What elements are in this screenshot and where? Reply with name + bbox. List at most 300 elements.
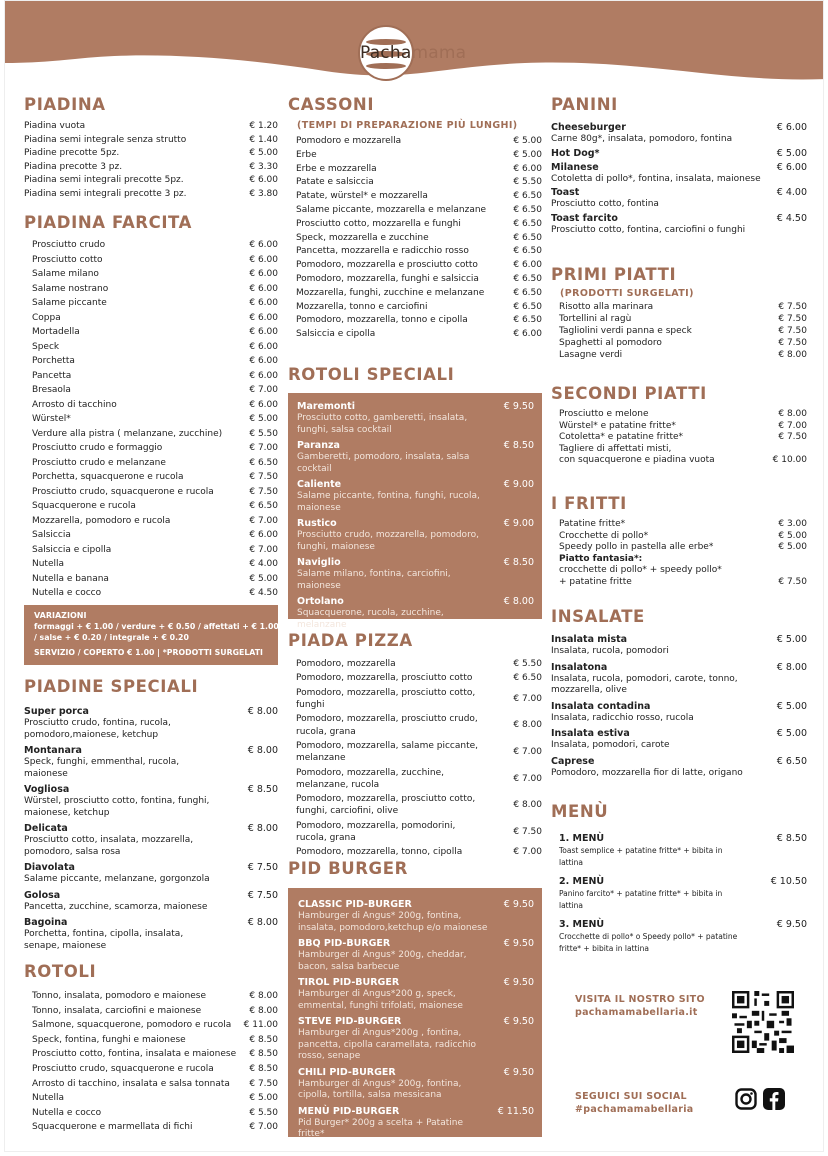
menu-item-row xyxy=(559,313,807,325)
menu-item xyxy=(24,823,278,858)
item-name: Salsiccia e cipolla xyxy=(32,544,112,555)
item-price: € 7.50 xyxy=(513,826,542,837)
item-price: € 6.00 xyxy=(249,341,278,352)
item-price: € 5.00 xyxy=(249,414,278,424)
item-price: € 9.50 xyxy=(503,977,534,988)
menu-item-row xyxy=(32,586,278,601)
pid-burger-box xyxy=(288,888,542,1137)
item-name: Caliente xyxy=(297,479,342,490)
item-name: Ortolano xyxy=(297,596,344,607)
box-item xyxy=(297,518,534,553)
item-header xyxy=(24,784,278,796)
item-header xyxy=(551,728,807,740)
menu-item-row xyxy=(559,542,807,554)
item-description: Carne 80g*, insalata, pomodoro, fontina xyxy=(551,134,733,144)
website-link[interactable]: pachamamabellaria.it xyxy=(575,1007,698,1018)
item-description: Toast semplice + patatine fritte* + bibita in lattina xyxy=(559,846,723,867)
item-name: 1. MENÙ xyxy=(559,833,605,844)
item-price: € 5.00 xyxy=(513,149,542,160)
item-price: € 1.40 xyxy=(249,134,278,145)
item-price: € 5.00 xyxy=(778,542,807,552)
item-name: Porchetta, squacquerone e rucola xyxy=(32,472,184,482)
item-price: € 9.50 xyxy=(503,401,534,412)
item-name: Prosciutto e melone xyxy=(559,409,649,419)
menu-item-row xyxy=(296,314,542,328)
item-price: € 7.00 xyxy=(513,693,542,704)
item-name: Insalata mista xyxy=(551,634,628,645)
item-name: Nutella xyxy=(32,1093,65,1104)
item-price: € 7.50 xyxy=(247,889,278,901)
item-price: € 9.50 xyxy=(503,1066,534,1078)
item-header xyxy=(297,440,534,452)
item-price: € 6.00 xyxy=(249,370,278,381)
item-name: Mozzarella, tonno e carciofini xyxy=(296,301,428,312)
section-title: CASSONI xyxy=(288,95,375,114)
menu-item-row xyxy=(296,713,542,737)
menu-item-row xyxy=(32,296,278,311)
social-hashtag: #pachamamabellaria xyxy=(575,1104,694,1115)
item-price: € 8.50 xyxy=(776,833,807,844)
item-name: Insalatona xyxy=(551,661,608,673)
item-description: Pancetta, zucchine, scamorza, maionese xyxy=(24,901,208,912)
item-price: € 5.00 xyxy=(776,728,807,739)
item-name: Würstel* xyxy=(32,414,71,424)
item-name: Patate e salsiccia xyxy=(296,177,374,188)
menu-item-row xyxy=(32,369,278,384)
item-name: con squacquerone e piadina vuota xyxy=(559,455,715,465)
menu-item-row xyxy=(32,282,278,297)
item-name: Risotto alla marinara xyxy=(559,302,654,312)
item-name: Pomodoro, mozzarella, funghi e salsiccia xyxy=(296,273,479,284)
menu-item-row xyxy=(296,287,542,301)
item-header xyxy=(559,876,807,888)
menu-item-row xyxy=(32,412,278,427)
section-title: PRIMI PIATTI xyxy=(551,265,677,284)
menu-item-row xyxy=(24,134,278,148)
item-name: Nutella xyxy=(32,559,65,569)
menu-item-row xyxy=(296,245,542,259)
section-insalate xyxy=(551,607,807,783)
menu-item-row xyxy=(32,572,278,587)
item-price: € 8.50 xyxy=(503,440,534,451)
box-item xyxy=(297,440,534,475)
item-price: € 8.00 xyxy=(249,1005,278,1016)
menu-item-row xyxy=(32,354,278,369)
box-item xyxy=(298,1106,534,1141)
item-price: € 6.00 xyxy=(513,329,542,340)
menu-item-row xyxy=(296,218,542,232)
item-header xyxy=(551,756,807,768)
item-name: Golosa xyxy=(24,889,61,901)
item-price: € 5.00 xyxy=(776,634,807,645)
item-price: € 8.00 xyxy=(247,745,278,756)
menu-item-row xyxy=(559,337,807,349)
menu-item xyxy=(24,745,278,780)
item-price: € 3.30 xyxy=(249,161,278,172)
item-description: Prosciutto cotto, fontina xyxy=(551,199,659,209)
item-name: Pomodoro, mozzarella xyxy=(296,659,396,669)
piada-pizza-list xyxy=(288,658,542,859)
item-name: Pomodoro e mozzarella xyxy=(296,136,402,146)
item-header xyxy=(298,1067,534,1079)
item-name: Porchetta xyxy=(32,356,75,366)
menu-item-row xyxy=(32,340,278,355)
menu-item-row xyxy=(559,432,807,444)
item-header xyxy=(298,1106,534,1118)
item-price: € 7.00 xyxy=(249,1122,278,1133)
item-name: Piadina semi integrali precotte 3 pz. xyxy=(24,188,187,199)
item-price: € 6.50 xyxy=(513,315,542,326)
item-name: Prosciutto crudo xyxy=(32,240,106,250)
rotoli-speciali-box xyxy=(288,393,542,630)
box-item xyxy=(297,479,534,514)
section-title: PID BURGER xyxy=(288,859,408,878)
item-header xyxy=(298,1016,534,1028)
item-name: Maremonti xyxy=(297,401,355,412)
cassoni-list xyxy=(288,135,542,342)
item-name: Prosciutto crudo e formaggio xyxy=(32,443,163,453)
menu-item-row xyxy=(296,259,542,273)
item-price: € 6.00 xyxy=(513,260,542,271)
social-label: SEGUICI SUI SOCIAL xyxy=(575,1091,687,1102)
item-price: € 11.00 xyxy=(243,1020,278,1031)
section-menu xyxy=(551,802,807,962)
website-block xyxy=(575,993,705,1019)
menu-item xyxy=(559,833,807,868)
item-name: + patatine fritte xyxy=(559,576,632,587)
item-header xyxy=(559,919,807,931)
item-name: Super porca xyxy=(24,706,89,717)
item-header xyxy=(559,833,807,845)
item-name: Pomodoro, mozzarella, salame piccante, melanzane xyxy=(296,740,478,764)
menu-item-row xyxy=(32,557,278,572)
variazioni-line1: formaggi + € 1.00 / verdure + € 0.50 / affettati + € 1.00 xyxy=(34,622,279,631)
menu-item-row xyxy=(296,273,542,287)
menu-item-row xyxy=(32,528,278,543)
item-name: Insalata contadina xyxy=(551,700,651,712)
menu-item xyxy=(24,784,278,819)
menu-item-row xyxy=(32,989,278,1004)
item-name: Rustico xyxy=(297,518,337,529)
item-description: Insalata, pomodori, carote xyxy=(551,740,670,750)
item-name: Prosciutto cotto xyxy=(32,254,103,265)
item-name: Speedy pollo in pastella alle erbe* xyxy=(559,542,714,552)
item-price: € 7.50 xyxy=(249,1078,278,1089)
item-name: Pomodoro, mozzarella, prosciutto cotto, funghi xyxy=(296,687,476,710)
fritti-list xyxy=(551,519,807,588)
item-price: € 5.00 xyxy=(249,148,278,158)
item-name: BBQ PID-BURGER xyxy=(298,938,391,949)
item-price: € 8.00 xyxy=(247,823,278,834)
section-title: MENÙ xyxy=(551,802,609,821)
item-name: Bresaola xyxy=(32,385,71,395)
item-name: Salsiccia e cipolla xyxy=(296,329,376,340)
menu-item-row xyxy=(32,1033,278,1048)
section-title: SECONDI PIATTI xyxy=(551,384,707,403)
item-price: € 6.00 xyxy=(249,175,278,185)
menu-item-row xyxy=(32,499,278,514)
item-name: Prosciutto crudo, squacquerone e rucola xyxy=(32,1063,214,1074)
menu-item-row xyxy=(559,409,807,421)
item-price: € 9.00 xyxy=(503,479,534,490)
item-name: Piadina semi integrali precotte 5pz. xyxy=(24,175,184,185)
item-name: Delicata xyxy=(24,823,68,834)
menu-item-row xyxy=(32,427,278,442)
box-item xyxy=(298,1067,534,1102)
item-name: Patate, würstel* e mozzarella xyxy=(296,191,428,202)
box-item xyxy=(297,557,534,592)
item-description: Insalata, rucola, pomodori, carote, tonno, mozzarella, olive xyxy=(551,673,738,695)
menu-item-row xyxy=(32,398,278,413)
item-description: Crocchette di pollo* o Speedy pollo* + patatine fritte* + bibita in lattina xyxy=(559,932,738,953)
menu-item-row xyxy=(296,232,542,246)
item-price: € 6.50 xyxy=(513,673,542,684)
item-price: € 8.00 xyxy=(503,596,534,607)
section-piadine-speciali xyxy=(24,677,278,956)
menu-item-row xyxy=(296,149,542,163)
item-price: € 4.00 xyxy=(249,559,278,569)
menu-item xyxy=(24,706,278,741)
item-price: € 6.50 xyxy=(513,191,542,202)
item-header xyxy=(551,148,807,160)
menu-item-row xyxy=(32,311,278,326)
box-item xyxy=(298,938,534,973)
item-price: € 6.50 xyxy=(249,501,278,511)
variazioni-box xyxy=(24,605,278,665)
piadine-speciali-list xyxy=(24,706,278,952)
item-price: € 8.50 xyxy=(247,784,278,795)
item-price: € 1.20 xyxy=(249,121,278,131)
item-price: € 7.00 xyxy=(513,847,542,858)
item-price: € 4.50 xyxy=(776,212,807,224)
item-name: Vogliosa xyxy=(24,784,70,795)
menu-item-row xyxy=(32,1120,278,1135)
item-name: Arrosto di tacchino, insalata e salsa tonnata xyxy=(32,1078,230,1089)
item-price: € 6.50 xyxy=(249,457,278,468)
section-title: PIADINA FARCITA xyxy=(24,213,193,232)
item-price: € 8.00 xyxy=(249,991,278,1001)
social-block xyxy=(575,1090,694,1116)
item-header xyxy=(551,213,807,225)
menu-item-row xyxy=(32,383,278,398)
box-item xyxy=(298,899,534,934)
qr-code[interactable] xyxy=(732,991,794,1053)
item-name: Pancetta, mozzarella e radicchio rosso xyxy=(296,246,469,257)
item-name: Pancetta xyxy=(32,370,72,381)
section-title: ROTOLI xyxy=(24,962,97,981)
menu-item-row xyxy=(32,325,278,340)
item-name: Pomodoro, mozzarella, tonno e cipolla xyxy=(296,315,468,326)
item-price: € 10.50 xyxy=(770,876,807,887)
menu-item-row xyxy=(559,554,807,566)
item-header xyxy=(24,823,278,835)
item-name: 2. MENÙ xyxy=(559,876,605,887)
menu-list xyxy=(551,833,807,954)
menu-item-row xyxy=(296,687,542,711)
menu-item xyxy=(559,919,807,954)
item-name: Cotoletta* e patatine fritte* xyxy=(559,432,684,442)
box-item xyxy=(297,596,534,631)
section-title: PIADINA xyxy=(24,95,106,114)
menu-page xyxy=(4,0,824,1152)
facebook-icon[interactable] xyxy=(763,1088,785,1110)
logo-text-part1: Pacha xyxy=(360,43,412,63)
item-price: € 9.50 xyxy=(503,899,534,910)
item-price: € 5.50 xyxy=(249,428,278,439)
item-description: Prosciutto cotto, fontina, carciofini o funghi xyxy=(551,224,746,235)
menu-item xyxy=(24,862,278,886)
item-name: Salame piccante, mozzarella e melanzane xyxy=(296,204,487,215)
item-price: € 7.00 xyxy=(249,515,278,526)
item-name: Mozzarella, funghi, zucchine e melanzane xyxy=(296,287,485,298)
item-name: 3. MENÙ xyxy=(559,919,605,930)
item-name: Nutella e cocco xyxy=(32,1107,102,1118)
insalate-list xyxy=(551,634,807,779)
item-name: Verdure alla pistra ( melanzane, zucchine) xyxy=(32,428,223,439)
menu-item-row xyxy=(32,441,278,456)
item-price: € 6.00 xyxy=(249,327,278,337)
section-piada-pizza xyxy=(288,631,542,861)
item-name: Squacquerone e rucola xyxy=(32,501,136,511)
item-description: Prosciutto crudo, fontina, rucola, pomodoro,maionese, ketchup xyxy=(24,718,171,740)
item-name: Naviglio xyxy=(297,557,341,568)
item-header xyxy=(24,745,278,757)
item-price: € 7.00 xyxy=(513,773,542,784)
item-price: € 7.00 xyxy=(249,385,278,395)
item-header xyxy=(298,899,534,911)
item-price: € 8.00 xyxy=(513,720,542,731)
rotoli-list xyxy=(24,989,278,1135)
menu-item-row xyxy=(24,174,278,188)
item-price: € 6.00 xyxy=(249,283,278,294)
item-description: Pomodoro, mozzarella fior di latte, origano xyxy=(551,767,743,778)
item-name: Piadina semi integrale senza strutto xyxy=(24,134,187,145)
item-name: Salmone, squacquerone, pomodoro e rucola xyxy=(32,1020,232,1031)
menu-item-row xyxy=(296,135,542,149)
item-price: € 3.80 xyxy=(249,188,278,199)
item-price: € 6.00 xyxy=(249,254,278,265)
item-name: STEVE PID-BURGER xyxy=(298,1016,402,1027)
menu-item-row xyxy=(296,820,542,844)
item-name: Lasagne verdi xyxy=(559,350,623,360)
menu-item xyxy=(551,148,807,160)
menu-item xyxy=(551,162,807,186)
item-price: € 8.00 xyxy=(247,706,278,717)
item-price: € 6.00 xyxy=(513,163,542,174)
section-piadina-farcita xyxy=(24,213,278,601)
item-description: Prosciutto cotto, insalata, mozzarella, pomodoro, salsa rosa xyxy=(24,835,194,857)
item-name: Coppa xyxy=(32,312,61,323)
item-header xyxy=(297,596,534,608)
item-description: Hamburger di Angus* 200g, fontina, cipolla, tortilla, salsa messicana xyxy=(298,1078,462,1100)
menu-item-row xyxy=(32,1106,278,1121)
menu-item-row xyxy=(559,325,807,337)
item-price: € 9.50 xyxy=(503,1016,534,1027)
menu-item-row xyxy=(296,176,542,190)
item-name: Erbe e mozzarella xyxy=(296,163,377,174)
item-price: € 11.50 xyxy=(497,1105,534,1117)
item-name: Hot Dog* xyxy=(551,147,600,159)
item-name: Caprese xyxy=(551,755,595,767)
item-price: € 6.50 xyxy=(513,287,542,298)
item-name: Prosciutto crudo e melanzane xyxy=(32,457,166,468)
instagram-icon[interactable] xyxy=(735,1088,757,1110)
item-name: Pomodoro, mozzarella, zucchine, melanzane, rucola xyxy=(296,767,444,790)
section-secondi-piatti xyxy=(551,384,807,467)
item-description: Salame piccante, melanzane, gorgonzola xyxy=(24,874,210,884)
item-price: € 7.50 xyxy=(249,486,278,497)
item-description: Panino farcito* + patatine fritte* + bibita in lattina xyxy=(559,889,723,910)
item-name: Piadine precotte 5pz. xyxy=(24,148,120,158)
menu-item xyxy=(551,213,807,237)
item-name: Prosciutto cotto, mozzarella e funghi xyxy=(296,218,461,229)
section-cassoni xyxy=(288,95,542,342)
item-description: Würstel, prosciutto cotto, fontina, funghi, maionese, ketchup xyxy=(24,796,210,818)
item-header xyxy=(24,890,278,902)
item-price: € 6.00 xyxy=(249,312,278,323)
menu-item xyxy=(551,662,807,697)
menu-item-row xyxy=(32,1062,278,1077)
menu-item-row xyxy=(32,253,278,268)
item-description: Hamburger di Angus* 200g, fontina, insalata, pomodoro,ketchup e/o maionese xyxy=(298,911,488,933)
item-header xyxy=(551,701,807,713)
item-name: Arrosto di tacchino xyxy=(32,399,117,410)
menu-item-row xyxy=(32,1047,278,1062)
item-name: Speck, mozzarella e zucchine xyxy=(296,232,429,243)
section-title: ROTOLI SPECIALI xyxy=(288,365,455,384)
item-price: € 5.00 xyxy=(249,573,278,584)
item-name: Cheeseburger xyxy=(551,122,626,133)
item-name: Salame nostrano xyxy=(32,283,109,294)
item-price: € 6.50 xyxy=(513,301,542,312)
item-price: € 7.50 xyxy=(778,302,807,312)
item-description: Gamberetti, pomodoro, insalata, salsa cocktail xyxy=(297,452,470,474)
item-price: € 5.50 xyxy=(249,1107,278,1118)
item-name: Nutella e banana xyxy=(32,573,109,584)
item-price: € 7.00 xyxy=(513,746,542,757)
item-description: Salame piccante, fontina, funghi, rucola, maionese xyxy=(297,491,480,513)
item-name: Tagliere di affettati misti, xyxy=(559,443,672,454)
item-price: € 9.50 xyxy=(776,919,807,930)
menu-item xyxy=(551,701,807,725)
item-price: € 8.00 xyxy=(513,800,542,811)
section-piadina xyxy=(24,95,278,201)
item-name: Piadina precotte 3 pz. xyxy=(24,161,123,172)
item-name: Milanese xyxy=(551,161,599,173)
item-description: Hamburger di Angus* 200g, cheddar, bacon, salsa barbecue xyxy=(298,950,467,972)
item-price: € 8.00 xyxy=(778,350,807,360)
item-name: Crocchette di pollo* xyxy=(559,530,649,541)
item-header xyxy=(551,162,807,174)
item-name: Pomodoro, mozzarella, prosciutto cotto xyxy=(296,673,473,684)
item-price: € 10.00 xyxy=(772,455,807,465)
menu-item-row xyxy=(296,672,542,684)
item-name: Bagoina xyxy=(24,917,68,928)
item-price: € 8.00 xyxy=(778,409,807,419)
item-name: Pomodoro, mozzarella, tonno, cipolla xyxy=(296,847,463,858)
item-name: Mortadella xyxy=(32,327,80,337)
item-description: Salame milano, fontina, carciofini, maionese xyxy=(297,569,451,591)
item-price: € 5.50 xyxy=(513,177,542,188)
menu-item-row xyxy=(559,455,807,467)
item-name: Nutella e cocco xyxy=(32,588,102,598)
section-fritti xyxy=(551,494,807,588)
menu-item-row xyxy=(32,1077,278,1092)
item-name: Tortellini al ragù xyxy=(559,314,632,324)
section-subtitle: (TEMPI DI PREPARAZIONE PIÙ LUNGHI) xyxy=(297,120,518,131)
menu-item-row xyxy=(559,519,807,531)
secondi-piatti-list xyxy=(551,409,807,467)
